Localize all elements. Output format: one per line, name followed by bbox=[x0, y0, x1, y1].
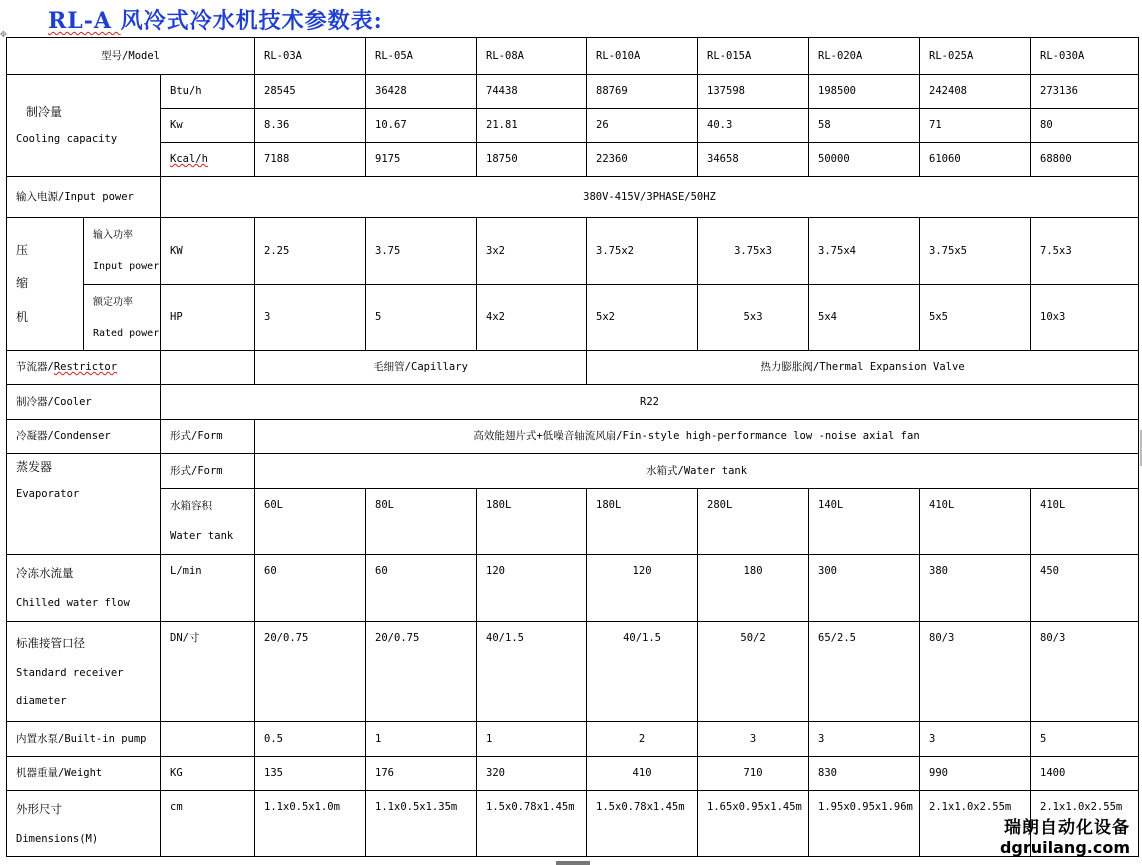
value-cell: 22360 bbox=[587, 143, 698, 177]
model-cell: RL-030A bbox=[1031, 38, 1139, 75]
value-cell: 242408 bbox=[920, 75, 1031, 109]
value-cell: 3 bbox=[698, 722, 809, 757]
value-cell: 40/1.5 bbox=[477, 622, 587, 722]
value-cell: 58 bbox=[809, 109, 920, 143]
unit-cell: KG bbox=[161, 757, 255, 791]
value-cell: 10x3 bbox=[1031, 285, 1139, 351]
restrictor-valve: 热力膨胀阀/Thermal Expansion Valve bbox=[587, 351, 1139, 385]
restrictor-label: 节流器/Restrictor bbox=[7, 351, 161, 385]
value-cell: 7.5x3 bbox=[1031, 218, 1139, 285]
chilled-label: 冷冻水流量 Chilled water flow bbox=[7, 555, 161, 622]
value-cell: 80 bbox=[1031, 109, 1139, 143]
evaporator-label: 蒸发器 Evaporator bbox=[7, 454, 161, 555]
cooling-label: 制冷量 Cooling capacity bbox=[7, 75, 161, 177]
dimensions-row bbox=[7, 791, 1139, 857]
value-cell: 1.1x0.5x1.0m bbox=[255, 791, 366, 857]
value-cell: 1 bbox=[477, 722, 587, 757]
value-cell: 68800 bbox=[1031, 143, 1139, 177]
value-cell: 9175 bbox=[366, 143, 477, 177]
value-cell: 180L bbox=[587, 489, 698, 555]
value-cell: 5 bbox=[366, 285, 477, 351]
weight-row bbox=[7, 757, 1139, 791]
value-cell: 180 bbox=[698, 555, 809, 622]
value-cell: 60 bbox=[366, 555, 477, 622]
unit-cell: Kcal/h bbox=[161, 143, 255, 177]
unit-cell: KW bbox=[161, 218, 255, 285]
value-cell: 120 bbox=[477, 555, 587, 622]
value-cell: 20/0.75 bbox=[366, 622, 477, 722]
compressor-rated-row bbox=[7, 285, 1139, 351]
cooling-row-kcal bbox=[7, 143, 1139, 177]
evaporator-tank-row bbox=[7, 489, 1139, 555]
cooler-label: 制冷器/Cooler bbox=[7, 385, 161, 420]
model-cell: RL-08A bbox=[477, 38, 587, 75]
value-cell: 50000 bbox=[809, 143, 920, 177]
model-cell: RL-020A bbox=[809, 38, 920, 75]
input-power-label: 输入功率 Input power bbox=[84, 218, 161, 285]
value-cell: 1.5x0.78x1.45m bbox=[587, 791, 698, 857]
value-cell: 80L bbox=[366, 489, 477, 555]
value-cell: 80/3 bbox=[1031, 622, 1139, 722]
value-cell: 5 bbox=[1031, 722, 1139, 757]
model-cell: RL-025A bbox=[920, 38, 1031, 75]
value-cell: 4x2 bbox=[477, 285, 587, 351]
value-cell: 40/1.5 bbox=[587, 622, 698, 722]
value-cell: 176 bbox=[366, 757, 477, 791]
value-cell: 3.75x3 bbox=[698, 218, 809, 285]
empty-cell bbox=[161, 722, 255, 757]
value-cell: 3x2 bbox=[477, 218, 587, 285]
value-cell: 18750 bbox=[477, 143, 587, 177]
compressor-label: 压 缩 机 bbox=[7, 218, 84, 351]
watermark bbox=[1000, 813, 1130, 857]
model-cell: RL-015A bbox=[698, 38, 809, 75]
value-cell: 273136 bbox=[1031, 75, 1139, 109]
value-cell: 990 bbox=[920, 757, 1031, 791]
pump-label: 内置水泵/Built-in pump bbox=[7, 722, 161, 757]
pipe-row bbox=[7, 622, 1139, 722]
value-cell: 180L bbox=[477, 489, 587, 555]
model-cell: RL-05A bbox=[366, 38, 477, 75]
cooler-value: R22 bbox=[161, 385, 1139, 420]
tank-label: 水箱容积 Water tank bbox=[161, 489, 255, 555]
value-cell: 5x2 bbox=[587, 285, 698, 351]
value-cell: 410L bbox=[1031, 489, 1139, 555]
bottom-tab-marker bbox=[556, 861, 590, 865]
value-cell: 61060 bbox=[920, 143, 1031, 177]
power-value: 380V-415V/3PHASE/50HZ bbox=[161, 177, 1139, 218]
value-cell: 830 bbox=[809, 757, 920, 791]
unit-cell: L/min bbox=[161, 555, 255, 622]
model-cell: RL-03A bbox=[255, 38, 366, 75]
value-cell: 280L bbox=[698, 489, 809, 555]
value-cell: 710 bbox=[698, 757, 809, 791]
value-cell: 8.36 bbox=[255, 109, 366, 143]
condenser-label: 冷凝器/Condenser bbox=[7, 420, 161, 454]
header-row bbox=[7, 38, 1139, 75]
empty-cell bbox=[161, 351, 255, 385]
value-cell: 3 bbox=[809, 722, 920, 757]
power-label: 输入电源/Input power bbox=[7, 177, 161, 218]
evaporator-form-row bbox=[7, 454, 1139, 489]
value-cell: 2.1x1.0x2.55m bbox=[920, 791, 1031, 857]
form-label: 形式/Form bbox=[161, 420, 255, 454]
value-cell: 1.65x0.95x1.45m bbox=[698, 791, 809, 857]
value-cell: 60 bbox=[255, 555, 366, 622]
form-label: 形式/Form bbox=[161, 454, 255, 489]
unit-cell: cm bbox=[161, 791, 255, 857]
value-cell: 71 bbox=[920, 109, 1031, 143]
watermark-url: dgruilang.com bbox=[999, 838, 1130, 857]
value-cell: 300 bbox=[809, 555, 920, 622]
value-cell: 450 bbox=[1031, 555, 1139, 622]
value-cell: 34658 bbox=[698, 143, 809, 177]
condenser-row bbox=[7, 420, 1139, 454]
value-cell: 3.75x2 bbox=[587, 218, 698, 285]
rated-power-label: 额定功率 Rated power bbox=[84, 285, 161, 351]
power-row bbox=[7, 177, 1139, 218]
value-cell: 1400 bbox=[1031, 757, 1139, 791]
value-cell: 137598 bbox=[698, 75, 809, 109]
value-cell: 3 bbox=[920, 722, 1031, 757]
value-cell: 3 bbox=[255, 285, 366, 351]
value-cell: 5x4 bbox=[809, 285, 920, 351]
value-cell: 10.67 bbox=[366, 109, 477, 143]
value-cell: 410L bbox=[920, 489, 1031, 555]
value-cell: 3.75x5 bbox=[920, 218, 1031, 285]
value-cell: 74438 bbox=[477, 75, 587, 109]
dimensions-label: 外形尺寸 Dimensions(M) bbox=[7, 791, 161, 857]
unit-cell: DN/寸 bbox=[161, 622, 255, 722]
cooler-row bbox=[7, 385, 1139, 420]
value-cell: 410 bbox=[587, 757, 698, 791]
value-cell: 3.75x4 bbox=[809, 218, 920, 285]
model-cell: RL-010A bbox=[587, 38, 698, 75]
value-cell: 140L bbox=[809, 489, 920, 555]
value-cell: 5x3 bbox=[698, 285, 809, 351]
value-cell: 1 bbox=[366, 722, 477, 757]
value-cell: 80/3 bbox=[920, 622, 1031, 722]
value-cell: 36428 bbox=[366, 75, 477, 109]
value-cell: 5x5 bbox=[920, 285, 1031, 351]
unit-cell: Kw bbox=[161, 109, 255, 143]
value-cell: 28545 bbox=[255, 75, 366, 109]
value-cell: 1.5x0.78x1.45m bbox=[477, 791, 587, 857]
value-cell: 0.5 bbox=[255, 722, 366, 757]
value-cell: 20/0.75 bbox=[255, 622, 366, 722]
value-cell: 2.25 bbox=[255, 218, 366, 285]
value-cell: 60L bbox=[255, 489, 366, 555]
value-cell: 120 bbox=[587, 555, 698, 622]
compressor-input-row bbox=[7, 218, 1139, 285]
value-cell: 380 bbox=[920, 555, 1031, 622]
move-handle-icon[interactable]: ✥ bbox=[0, 27, 7, 40]
restrictor-row bbox=[7, 351, 1139, 385]
model-label: 型号/Model bbox=[7, 38, 255, 75]
condenser-value: 高效能翅片式+低噪音轴流风扇/Fin-style high-performance low -noise axial fan bbox=[255, 420, 1139, 454]
value-cell: 26 bbox=[587, 109, 698, 143]
page-title: RL-A 风冷式冷水机技术参数表: bbox=[48, 8, 383, 34]
restrictor-capillary: 毛细管/Capillary bbox=[255, 351, 587, 385]
cooling-row-kw bbox=[7, 109, 1139, 143]
value-cell: 320 bbox=[477, 757, 587, 791]
cooling-row-btu bbox=[7, 75, 1139, 109]
weight-label: 机器重量/Weight bbox=[7, 757, 161, 791]
value-cell: 40.3 bbox=[698, 109, 809, 143]
pipe-label: 标准接管口径 Standard receiver diameter bbox=[7, 622, 161, 722]
unit-cell: HP bbox=[161, 285, 255, 351]
value-cell: 1.95x0.95x1.96m bbox=[809, 791, 920, 857]
unit-cell: Btu/h bbox=[161, 75, 255, 109]
value-cell: 65/2.5 bbox=[809, 622, 920, 722]
value-cell: 3.75 bbox=[366, 218, 477, 285]
value-cell: 88769 bbox=[587, 75, 698, 109]
value-cell: 50/2 bbox=[698, 622, 809, 722]
spec-table bbox=[6, 37, 1139, 857]
value-cell: 198500 bbox=[809, 75, 920, 109]
watermark-cn: 瑞朗自动化设备 bbox=[1004, 818, 1130, 838]
value-cell: 21.81 bbox=[477, 109, 587, 143]
chilled-row bbox=[7, 555, 1139, 622]
value-cell: 135 bbox=[255, 757, 366, 791]
evaporator-form-value: 水箱式/Water tank bbox=[255, 454, 1139, 489]
value-cell: 1.1x0.5x1.35m bbox=[366, 791, 477, 857]
pump-row bbox=[7, 722, 1139, 757]
value-cell: 2 bbox=[587, 722, 698, 757]
value-cell: 2.1x1.0x2.55m bbox=[1031, 791, 1139, 857]
value-cell: 7188 bbox=[255, 143, 366, 177]
